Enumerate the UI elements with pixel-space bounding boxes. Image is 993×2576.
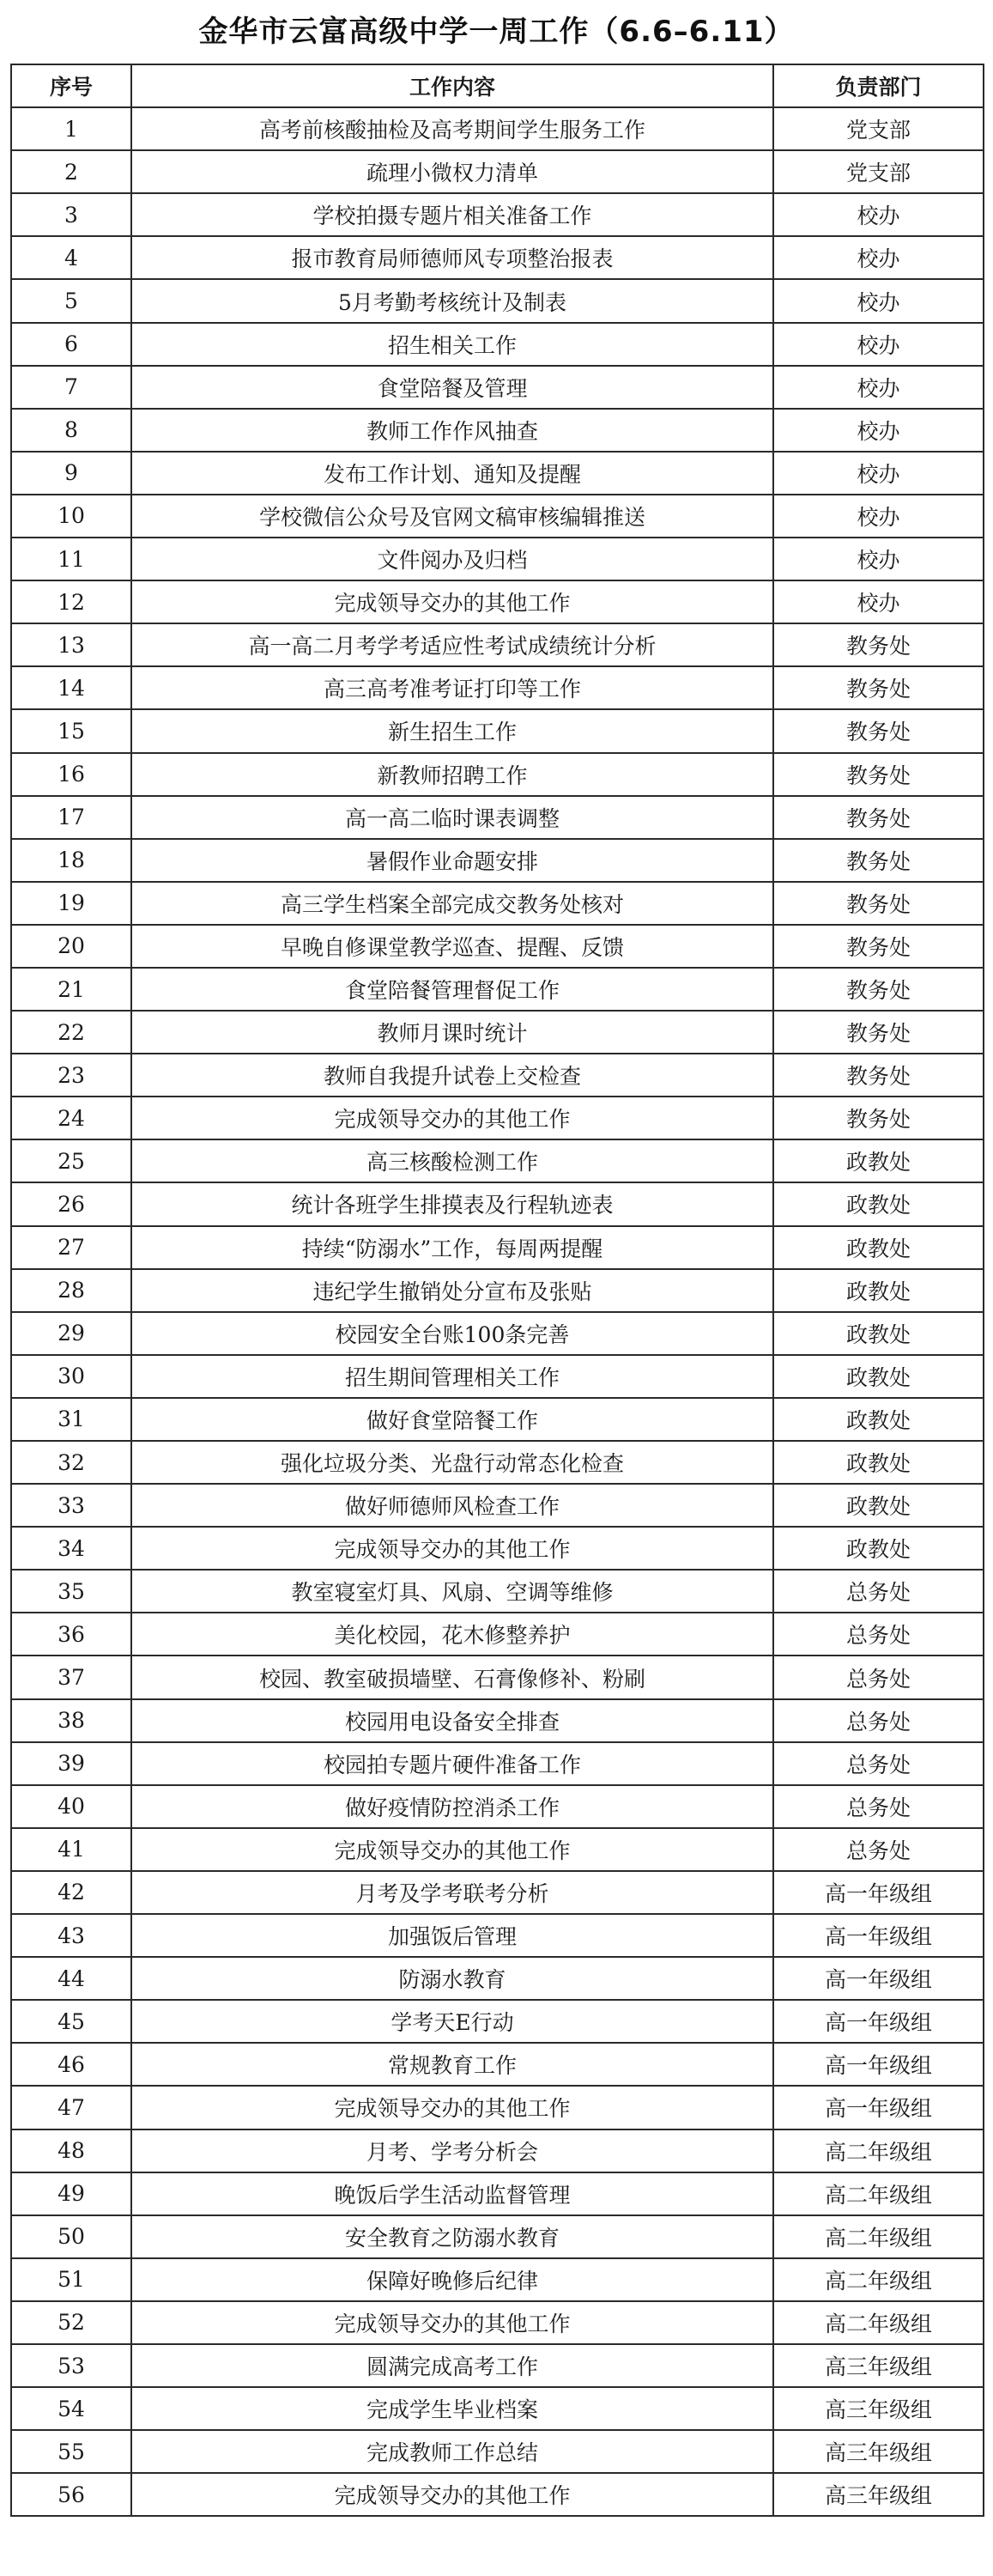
table-row [11, 1785, 984, 1828]
cell-content: 招生期间管理相关工作 [131, 1355, 773, 1398]
cell-no: 38 [11, 1699, 131, 1742]
table-row [11, 925, 984, 968]
cell-dept: 党支部 [773, 150, 984, 193]
cell-dept: 教务处 [773, 623, 984, 666]
cell-content: 完成领导交办的其他工作 [131, 1527, 773, 1570]
cell-dept: 高一年级组 [773, 2000, 984, 2043]
page-title: 金华市云富高级中学一周工作（6.6–6.11） [198, 15, 795, 49]
cell-content: 校园用电设备安全排查 [131, 1699, 773, 1742]
cell-no: 14 [11, 666, 131, 709]
table-row [11, 1484, 984, 1527]
cell-content: 教室寝室灯具、风扇、空调等维修 [131, 1570, 773, 1613]
table-row [11, 1226, 984, 1269]
table-row [11, 1914, 984, 1957]
cell-dept: 高一年级组 [773, 1957, 984, 2000]
table-row [11, 2387, 984, 2430]
cell-content: 完成领导交办的其他工作 [131, 2473, 773, 2516]
cell-dept: 政教处 [773, 1139, 984, 1182]
cell-dept: 高二年级组 [773, 2215, 984, 2258]
cell-no: 9 [11, 452, 131, 495]
cell-no: 51 [11, 2258, 131, 2301]
cell-dept: 总务处 [773, 1613, 984, 1656]
cell-content: 文件阅办及归档 [131, 538, 773, 580]
table-row [11, 1011, 984, 1054]
cell-dept: 高三年级组 [773, 2387, 984, 2430]
table-row [11, 538, 984, 580]
table-row [11, 2086, 984, 2129]
table-body [11, 107, 984, 2516]
cell-content: 完成领导交办的其他工作 [131, 1828, 773, 1871]
cell-content: 教师月课时统计 [131, 1011, 773, 1054]
cell-no: 16 [11, 753, 131, 796]
cell-content: 圆满完成高考工作 [131, 2344, 773, 2387]
cell-dept: 总务处 [773, 1742, 984, 1785]
cell-no: 11 [11, 538, 131, 580]
cell-no: 13 [11, 623, 131, 666]
cell-no: 40 [11, 1785, 131, 1828]
cell-no: 25 [11, 1139, 131, 1182]
cell-dept: 总务处 [773, 1656, 984, 1698]
header-content: 工作内容 [131, 64, 773, 107]
cell-dept: 教务处 [773, 666, 984, 709]
cell-dept: 教务处 [773, 1054, 984, 1097]
table-row [11, 839, 984, 882]
cell-content: 月考及学考联考分析 [131, 1871, 773, 1914]
cell-dept: 高三年级组 [773, 2430, 984, 2473]
cell-no: 7 [11, 366, 131, 409]
cell-dept: 政教处 [773, 1527, 984, 1570]
cell-content: 校园拍专题片硬件准备工作 [131, 1742, 773, 1785]
cell-dept: 高二年级组 [773, 2172, 984, 2215]
cell-content: 做好师德师风检查工作 [131, 1484, 773, 1527]
cell-no: 31 [11, 1398, 131, 1441]
cell-content: 违纪学生撤销处分宣布及张贴 [131, 1269, 773, 1312]
cell-dept: 高一年级组 [773, 1914, 984, 1957]
table-header [11, 64, 984, 107]
table-row [11, 1139, 984, 1182]
table-row [11, 2473, 984, 2516]
cell-no: 24 [11, 1097, 131, 1139]
cell-dept: 校办 [773, 452, 984, 495]
table-row [11, 623, 984, 666]
cell-no: 4 [11, 236, 131, 279]
cell-dept: 高一年级组 [773, 2043, 984, 2086]
table-row [11, 1269, 984, 1312]
cell-dept: 政教处 [773, 1182, 984, 1225]
cell-no: 15 [11, 709, 131, 752]
cell-no: 22 [11, 1011, 131, 1054]
table-row [11, 580, 984, 623]
cell-content: 发布工作计划、通知及提醒 [131, 452, 773, 495]
cell-no: 19 [11, 882, 131, 925]
table-row [11, 796, 984, 839]
cell-content: 强化垃圾分类、光盘行动常态化检查 [131, 1441, 773, 1484]
cell-no: 36 [11, 1613, 131, 1656]
table-row [11, 1613, 984, 1656]
cell-content: 高三学生档案全部完成交教务处核对 [131, 882, 773, 925]
table-row [11, 709, 984, 752]
cell-content: 高三高考准考证打印等工作 [131, 666, 773, 709]
cell-no: 55 [11, 2430, 131, 2473]
cell-dept: 校办 [773, 193, 984, 236]
table-row [11, 107, 984, 150]
cell-dept: 教务处 [773, 709, 984, 752]
cell-no: 2 [11, 150, 131, 193]
table-row [11, 1398, 984, 1441]
cell-dept: 教务处 [773, 839, 984, 882]
cell-content: 教师自我提升试卷上交检查 [131, 1054, 773, 1097]
cell-content: 持续“防溺水”工作，每周两提醒 [131, 1226, 773, 1269]
cell-no: 56 [11, 2473, 131, 2516]
cell-content: 高一高二临时课表调整 [131, 796, 773, 839]
cell-content: 做好疫情防控消杀工作 [131, 1785, 773, 1828]
table-row [11, 1097, 984, 1139]
cell-dept: 高二年级组 [773, 2258, 984, 2301]
cell-dept: 校办 [773, 279, 984, 322]
table-row [11, 882, 984, 925]
cell-no: 28 [11, 1269, 131, 1312]
cell-no: 42 [11, 1871, 131, 1914]
cell-no: 10 [11, 495, 131, 538]
cell-no: 1 [11, 107, 131, 150]
cell-no: 3 [11, 193, 131, 236]
cell-no: 35 [11, 1570, 131, 1613]
cell-dept: 教务处 [773, 882, 984, 925]
cell-dept: 校办 [773, 323, 984, 366]
cell-no: 44 [11, 1957, 131, 2000]
cell-no: 39 [11, 1742, 131, 1785]
table-row [11, 193, 984, 236]
cell-no: 12 [11, 580, 131, 623]
cell-content: 安全教育之防溺水教育 [131, 2215, 773, 2258]
cell-content: 暑假作业命题安排 [131, 839, 773, 882]
table-row [11, 279, 984, 322]
cell-dept: 总务处 [773, 1785, 984, 1828]
table-row [11, 2129, 984, 2172]
table-row [11, 1656, 984, 1698]
cell-content: 晚饭后学生活动监督管理 [131, 2172, 773, 2215]
table-row [11, 1871, 984, 1914]
table-row [11, 2258, 984, 2301]
cell-content: 统计各班学生排摸表及行程轨迹表 [131, 1182, 773, 1225]
cell-dept: 总务处 [773, 1828, 984, 1871]
cell-dept: 政教处 [773, 1226, 984, 1269]
cell-content: 学考天E行动 [131, 2000, 773, 2043]
cell-no: 53 [11, 2344, 131, 2387]
cell-dept: 校办 [773, 366, 984, 409]
table-row [11, 1182, 984, 1225]
cell-no: 5 [11, 279, 131, 322]
cell-no: 48 [11, 2129, 131, 2172]
table-row [11, 1527, 984, 1570]
cell-content: 校园、教室破损墙壁、石膏像修补、粉刷 [131, 1656, 773, 1698]
cell-dept: 校办 [773, 538, 984, 580]
cell-content: 招生相关工作 [131, 323, 773, 366]
table-row [11, 1699, 984, 1742]
cell-content: 美化校园，花木修整养护 [131, 1613, 773, 1656]
cell-dept: 政教处 [773, 1355, 984, 1398]
table-row [11, 1312, 984, 1355]
cell-dept: 高二年级组 [773, 2301, 984, 2344]
cell-content: 高考前核酸抽检及高考期间学生服务工作 [131, 107, 773, 150]
cell-content: 加强饭后管理 [131, 1914, 773, 1957]
table-row [11, 2172, 984, 2215]
header-dept: 负责部门 [773, 64, 984, 107]
cell-no: 26 [11, 1182, 131, 1225]
cell-no: 23 [11, 1054, 131, 1097]
cell-dept: 教务处 [773, 753, 984, 796]
cell-dept: 校办 [773, 236, 984, 279]
cell-content: 5月考勤考核统计及制表 [131, 279, 773, 322]
cell-dept: 教务处 [773, 1097, 984, 1139]
cell-no: 46 [11, 2043, 131, 2086]
table-row [11, 2043, 984, 2086]
table-row [11, 150, 984, 193]
cell-dept: 教务处 [773, 1011, 984, 1054]
table-row [11, 1828, 984, 1871]
table-row [11, 2301, 984, 2344]
table-row [11, 968, 984, 1011]
table-row [11, 2430, 984, 2473]
cell-no: 45 [11, 2000, 131, 2043]
cell-no: 33 [11, 1484, 131, 1527]
cell-no: 17 [11, 796, 131, 839]
table-row [11, 1054, 984, 1097]
cell-dept: 校办 [773, 409, 984, 452]
cell-dept: 政教处 [773, 1441, 984, 1484]
table-row [11, 409, 984, 452]
cell-dept: 教务处 [773, 925, 984, 968]
cell-dept: 教务处 [773, 796, 984, 839]
work-table [10, 64, 984, 2517]
cell-content: 高三核酸检测工作 [131, 1139, 773, 1182]
table-row [11, 1742, 984, 1785]
cell-no: 49 [11, 2172, 131, 2215]
cell-content: 报市教育局师德师风专项整治报表 [131, 236, 773, 279]
cell-no: 32 [11, 1441, 131, 1484]
cell-dept: 高三年级组 [773, 2344, 984, 2387]
table-row [11, 2215, 984, 2258]
table-row [11, 1570, 984, 1613]
cell-content: 教师工作作风抽查 [131, 409, 773, 452]
cell-content: 高一高二月考学考适应性考试成绩统计分析 [131, 623, 773, 666]
cell-content: 食堂陪餐及管理 [131, 366, 773, 409]
cell-no: 18 [11, 839, 131, 882]
table-row [11, 753, 984, 796]
cell-content: 新生招生工作 [131, 709, 773, 752]
cell-no: 20 [11, 925, 131, 968]
cell-content: 月考、学考分析会 [131, 2129, 773, 2172]
cell-dept: 总务处 [773, 1699, 984, 1742]
cell-content: 食堂陪餐管理督促工作 [131, 968, 773, 1011]
table-row [11, 452, 984, 495]
table-row [11, 1957, 984, 2000]
cell-dept: 高一年级组 [773, 1871, 984, 1914]
cell-dept: 高一年级组 [773, 2086, 984, 2129]
cell-no: 47 [11, 2086, 131, 2129]
table-row [11, 323, 984, 366]
cell-content: 做好食堂陪餐工作 [131, 1398, 773, 1441]
table-row [11, 366, 984, 409]
cell-no: 29 [11, 1312, 131, 1355]
cell-no: 50 [11, 2215, 131, 2258]
cell-dept: 教务处 [773, 968, 984, 1011]
cell-dept: 校办 [773, 495, 984, 538]
cell-content: 防溺水教育 [131, 1957, 773, 2000]
cell-no: 52 [11, 2301, 131, 2344]
cell-no: 21 [11, 968, 131, 1011]
table-row [11, 236, 984, 279]
cell-content: 疏理小微权力清单 [131, 150, 773, 193]
cell-content: 常规教育工作 [131, 2043, 773, 2086]
cell-dept: 政教处 [773, 1484, 984, 1527]
cell-dept: 政教处 [773, 1312, 984, 1355]
table-row [11, 2000, 984, 2043]
cell-content: 新教师招聘工作 [131, 753, 773, 796]
cell-no: 54 [11, 2387, 131, 2430]
header-row [11, 64, 984, 107]
cell-content: 早晚自修课堂教学巡查、提醒、反馈 [131, 925, 773, 968]
cell-content: 完成领导交办的其他工作 [131, 580, 773, 623]
cell-dept: 政教处 [773, 1398, 984, 1441]
cell-no: 37 [11, 1656, 131, 1698]
cell-dept: 总务处 [773, 1570, 984, 1613]
cell-dept: 高三年级组 [773, 2473, 984, 2516]
cell-content: 校园安全台账100条完善 [131, 1312, 773, 1355]
table-row [11, 1441, 984, 1484]
cell-content: 学校拍摄专题片相关准备工作 [131, 193, 773, 236]
table-row [11, 495, 984, 538]
cell-content: 完成教师工作总结 [131, 2430, 773, 2473]
cell-no: 27 [11, 1226, 131, 1269]
cell-no: 43 [11, 1914, 131, 1957]
cell-no: 30 [11, 1355, 131, 1398]
cell-dept: 校办 [773, 580, 984, 623]
table-row [11, 666, 984, 709]
cell-dept: 政教处 [773, 1269, 984, 1312]
cell-no: 6 [11, 323, 131, 366]
cell-content: 学校微信公众号及官网文稿审核编辑推送 [131, 495, 773, 538]
cell-no: 8 [11, 409, 131, 452]
cell-dept: 党支部 [773, 107, 984, 150]
cell-dept: 高二年级组 [773, 2129, 984, 2172]
header-no: 序号 [11, 64, 131, 107]
table-row [11, 2344, 984, 2387]
cell-no: 34 [11, 1527, 131, 1570]
cell-content: 完成领导交办的其他工作 [131, 2301, 773, 2344]
cell-content: 完成学生毕业档案 [131, 2387, 773, 2430]
cell-content: 完成领导交办的其他工作 [131, 1097, 773, 1139]
table-row [11, 1355, 984, 1398]
cell-content: 保障好晚修后纪律 [131, 2258, 773, 2301]
cell-no: 41 [11, 1828, 131, 1871]
cell-content: 完成领导交办的其他工作 [131, 2086, 773, 2129]
